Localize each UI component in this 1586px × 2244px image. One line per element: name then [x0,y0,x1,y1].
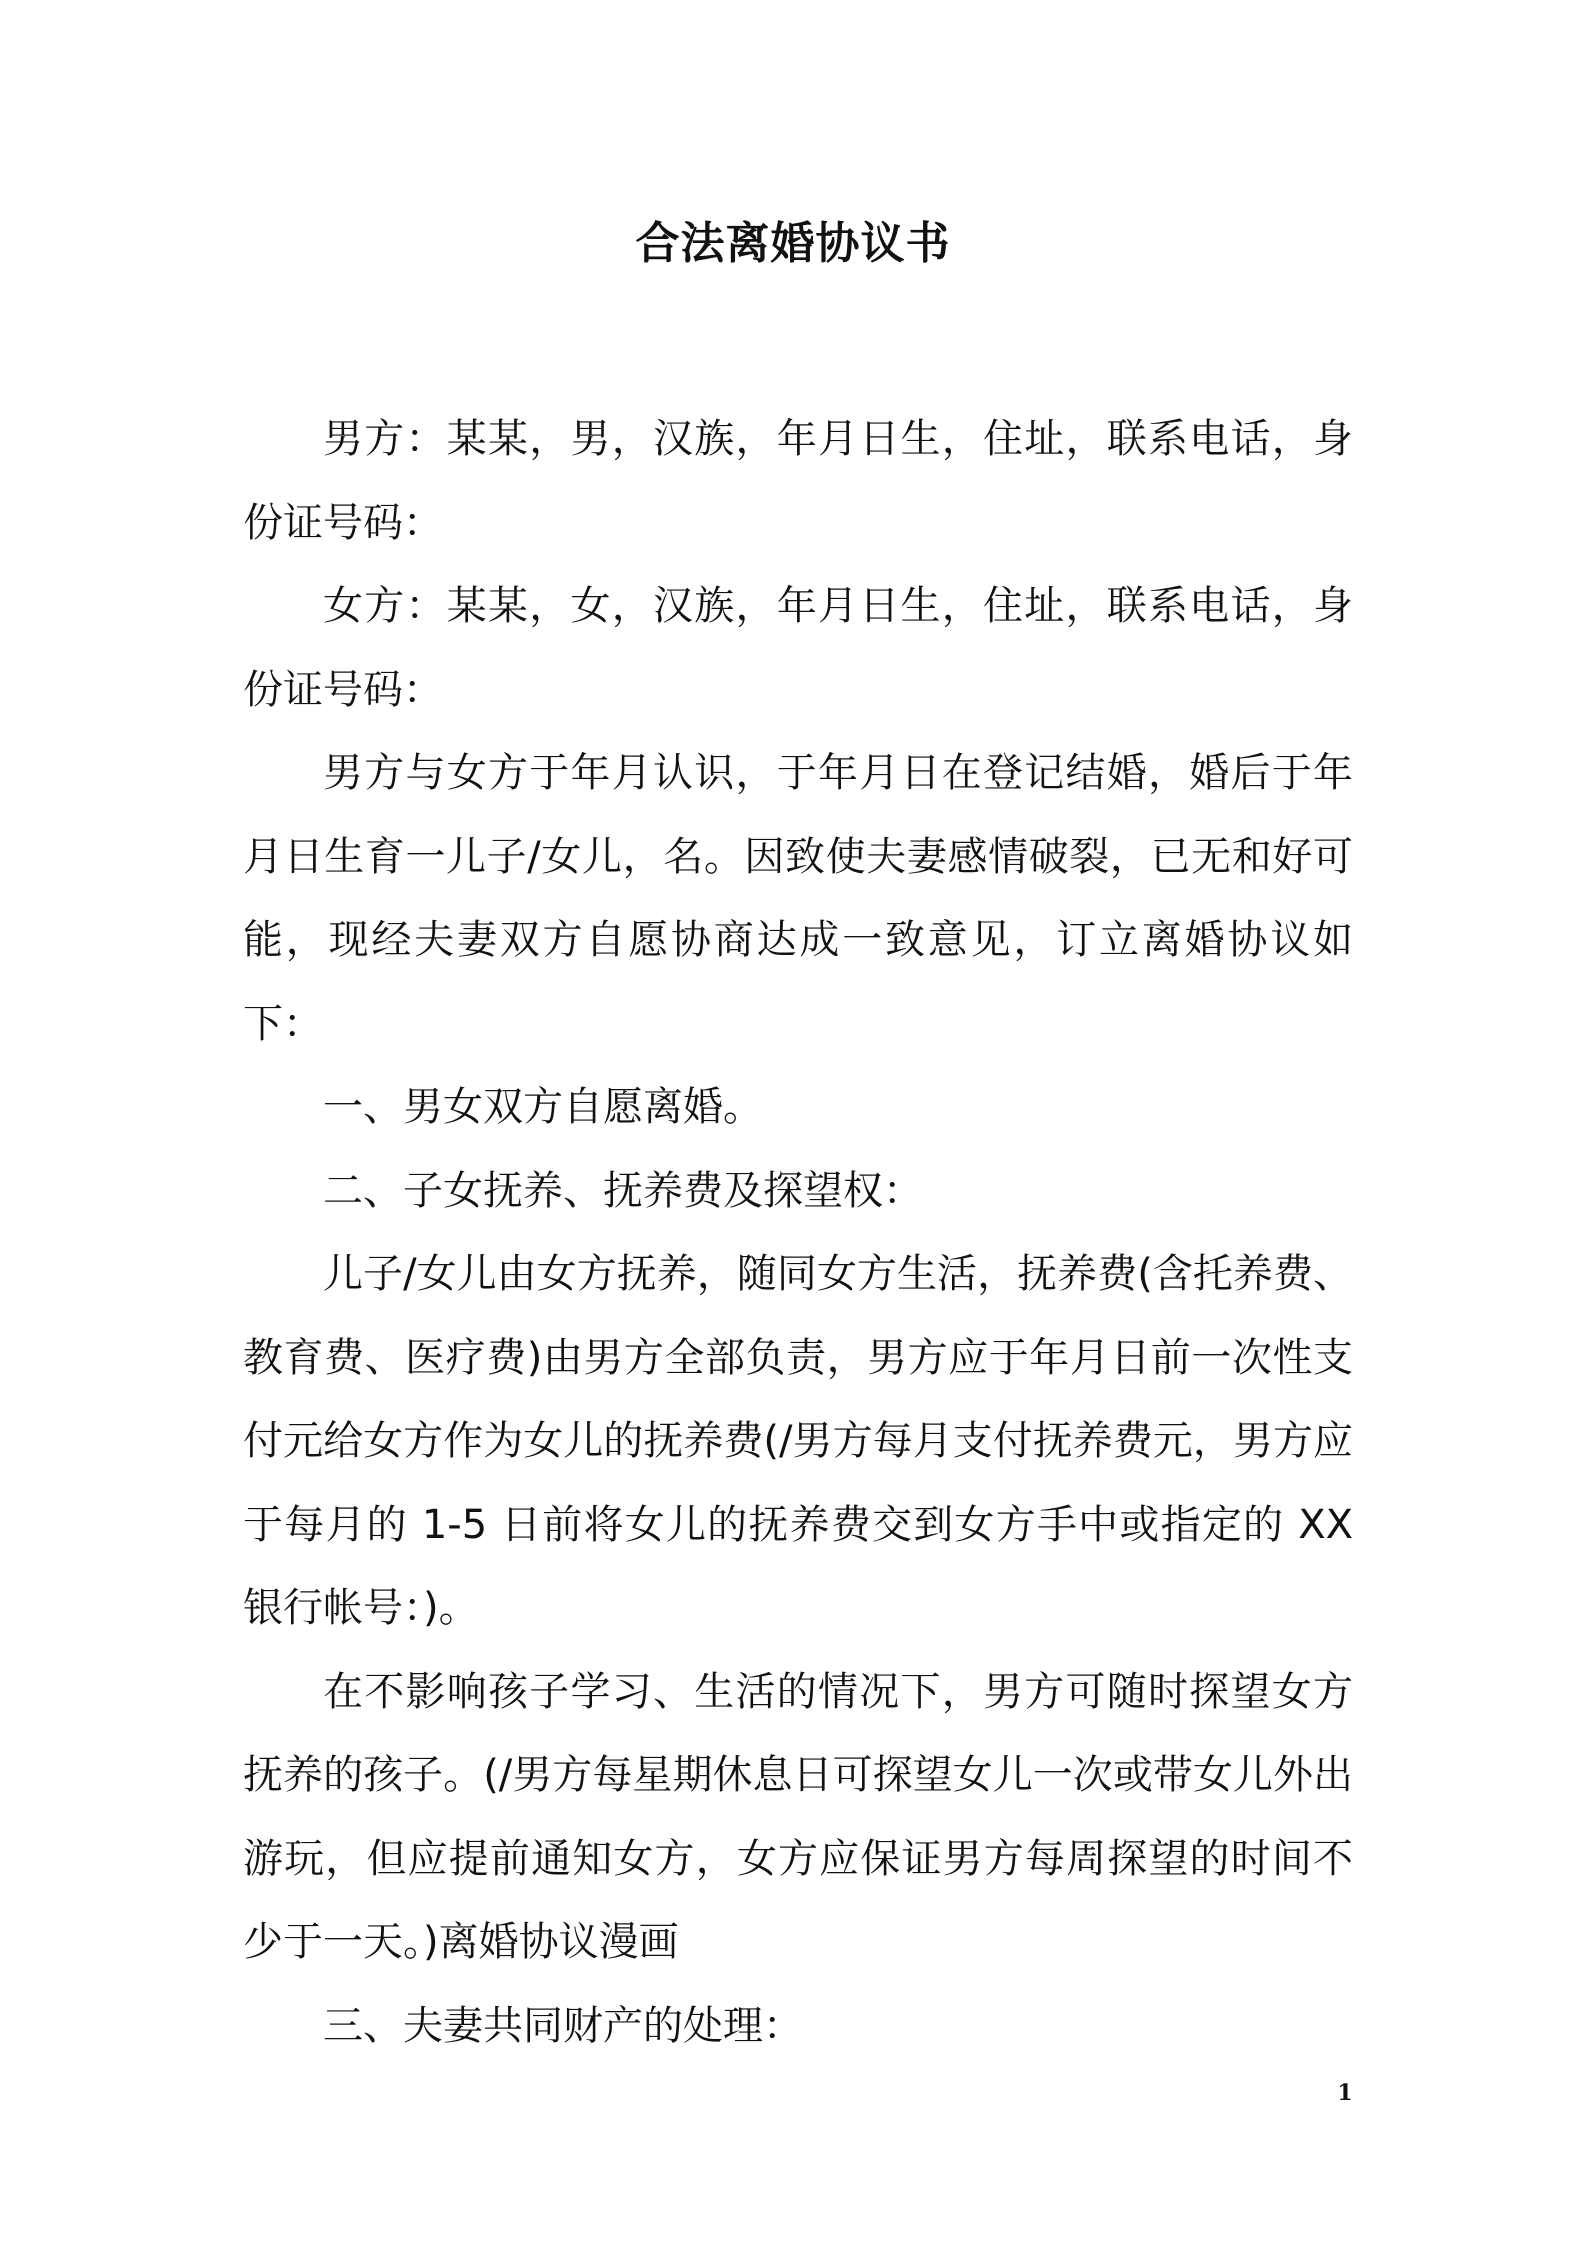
paragraph-clause-2-heading: 二、子女抚养、抚养费及探望权： [323,1167,923,1214]
paragraph-visitation: 在不影响孩子学习、生活的情况下，男方可随时探望女方抚养的孩子。(/男方每星期休息日可探望女儿一次或带女儿外出游玩，但应提前通知女方，女方应保证男方每周探望的时间不少于一天。)离婚协议漫画 [243,1668,1353,1965]
paragraph-clause-3-heading: 三、夫妻共同财产的处理： [323,2002,803,2049]
page-number: 1 [1337,2080,1353,2106]
paragraph-child-custody: 儿子/女儿由女方抚养，随同女方生活，抚养费(含托养费、教育费、医疗费)由男方全部负责，男方应于年月日前一次性支付元给女方作为女儿的抚养费(/男方每月支付抚养费元，男方应于每月的 1-5 日前将女儿的抚养费交到女方手中或指定的 XX 银行帐号：)。 [243,1251,1353,1631]
document-title: 合法离婚协议书 [635,218,951,269]
document-body [243,398,1353,2068]
paragraph-background: 男方与女方于年月认识，于年月日在登记结婚，婚后于年月日生育一儿子/女儿，名。因致使夫妻感情破裂，已无和好可能，现经夫妻双方自愿协商达成一致意见，订立离婚协议如下： [243,750,1353,1047]
paragraph-male-party: 男方：某某，男，汉族，年月日生，住址，联系电话，身份证号码： [243,416,1353,546]
paragraph-clause-1: 一、男女双方自愿离婚。 [323,1084,763,1130]
paragraph-female-party: 女方：某某，女，汉族，年月日生，住址，联系电话，身份证号码： [243,583,1353,713]
